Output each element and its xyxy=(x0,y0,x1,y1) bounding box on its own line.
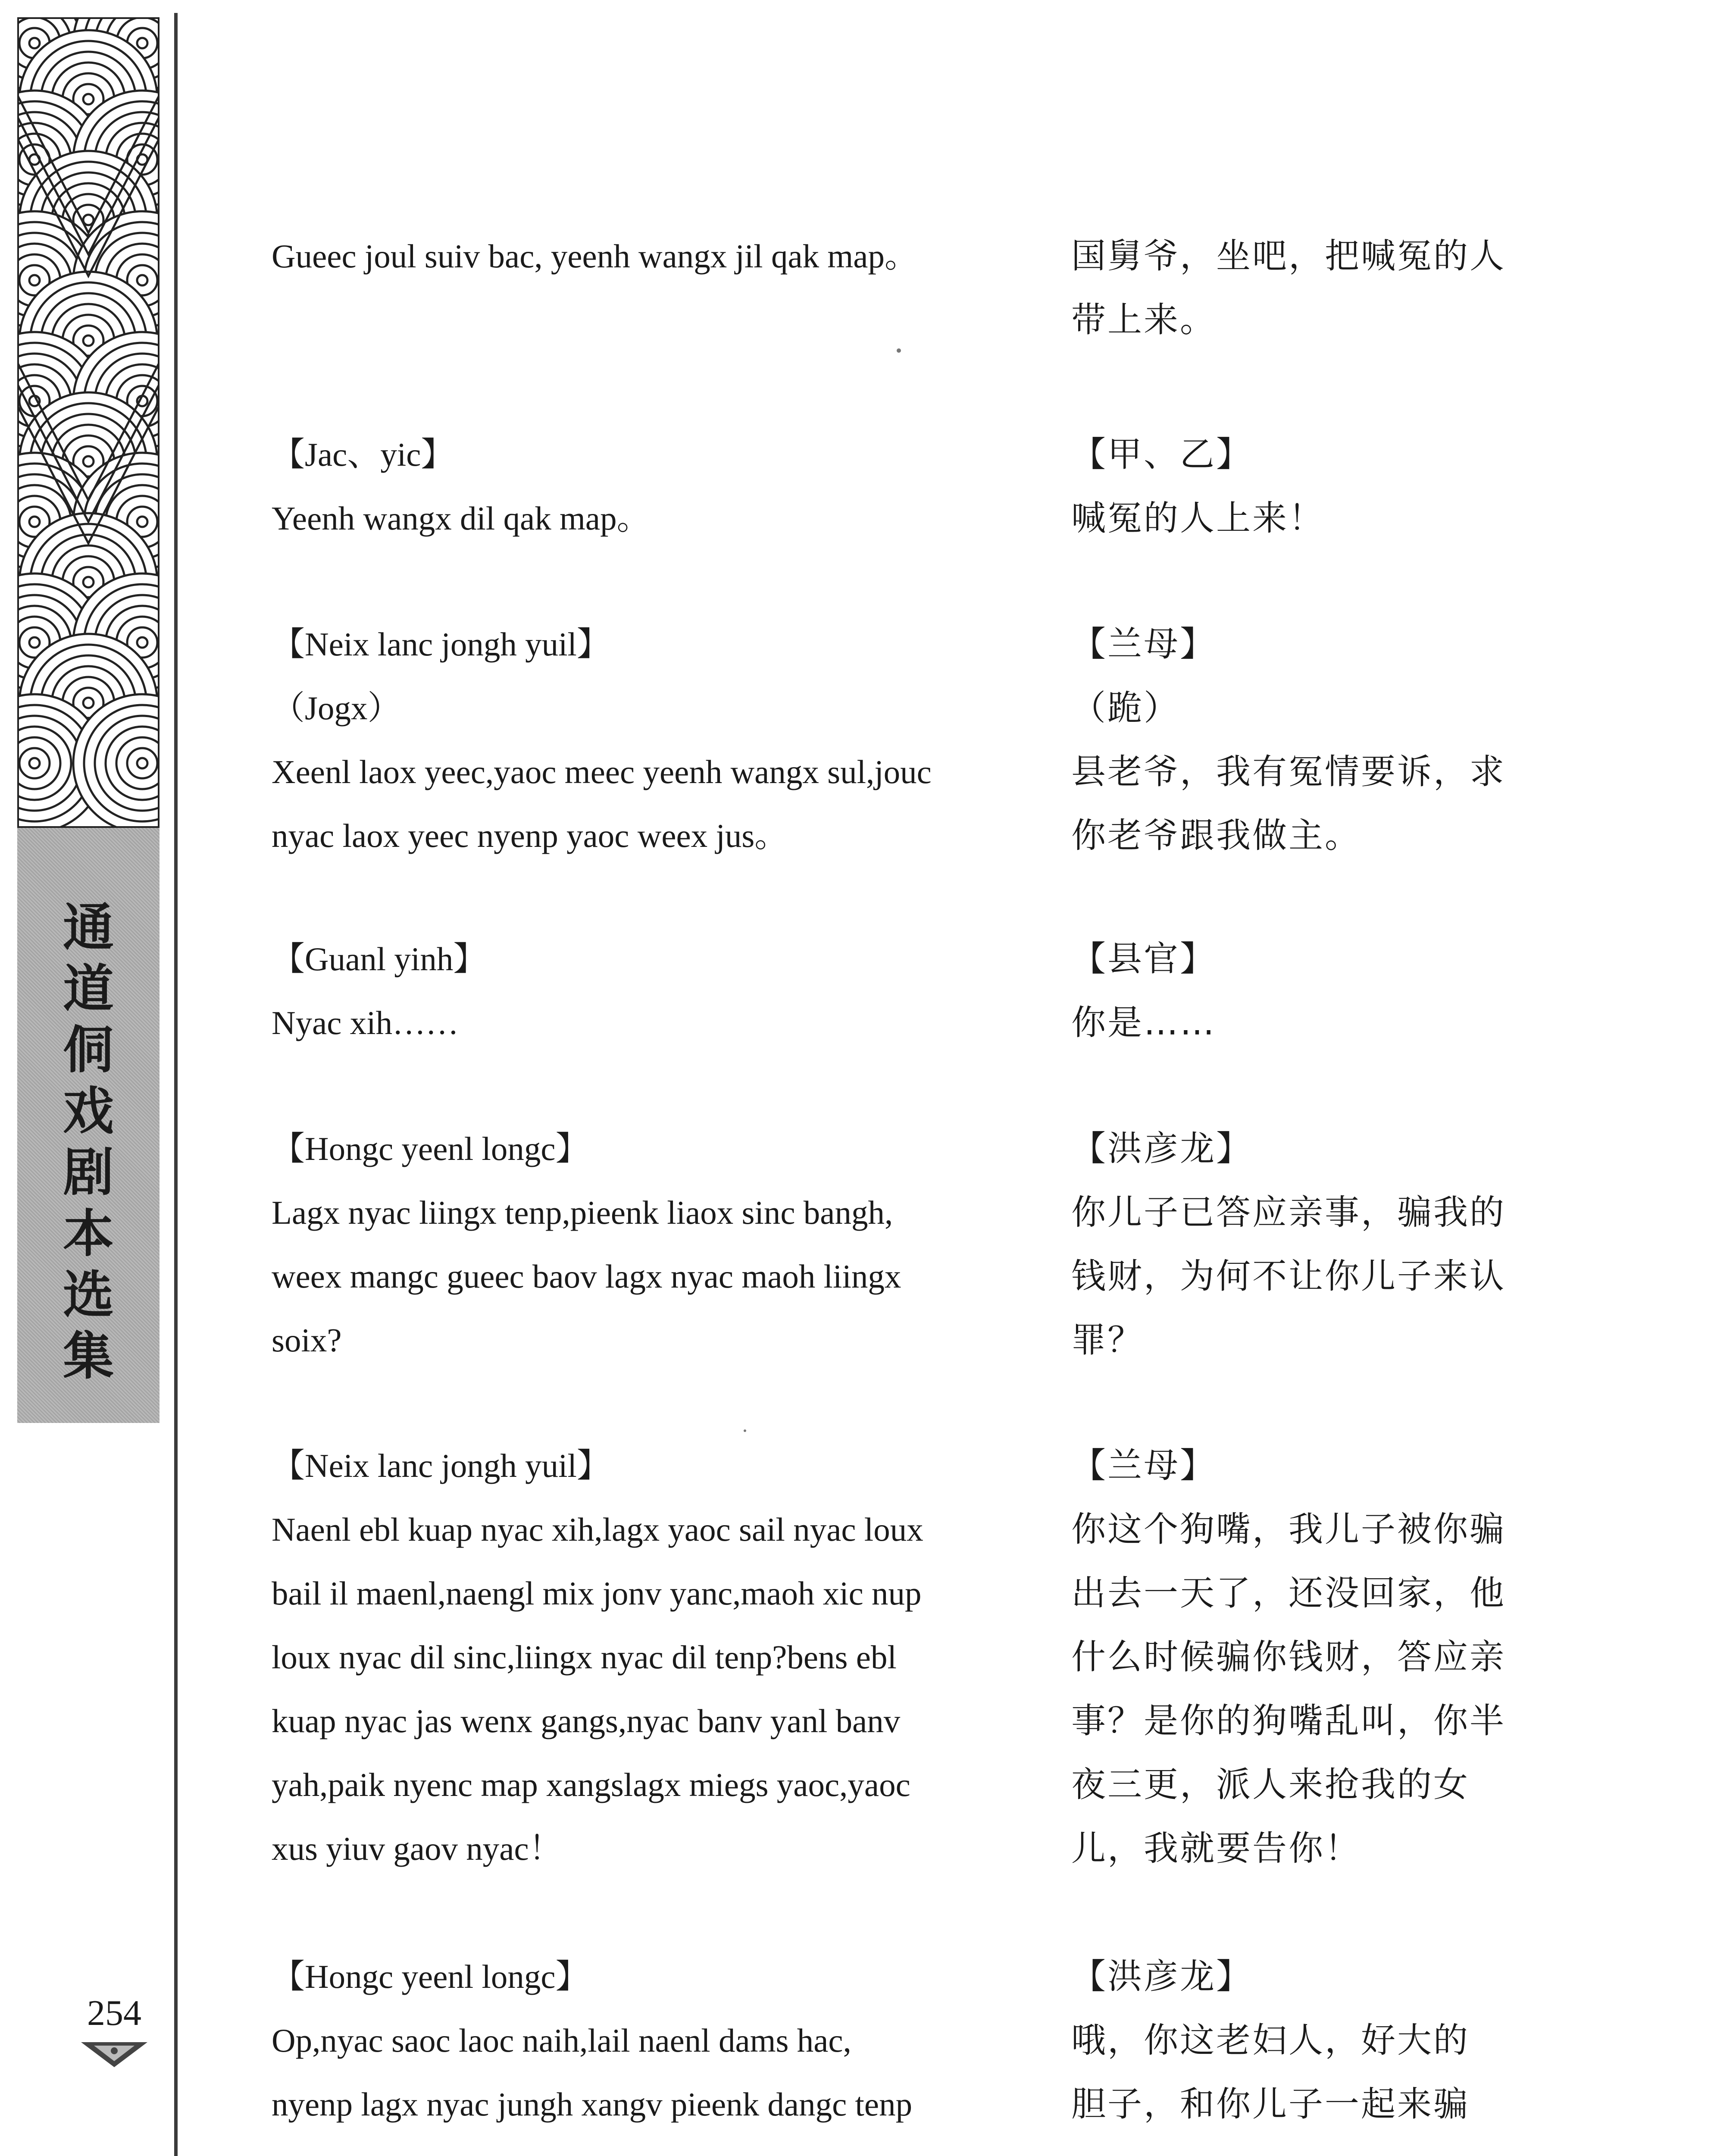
text-line: bail il maenl,naengl mix jonv yanc,maoh xic nup xyxy=(272,1575,922,1612)
text-line: 出去一天了，还没回家，他 xyxy=(1071,1573,1506,1613)
text-line: nyac laox yeec nyenp yaoc weex jus。 xyxy=(272,817,788,854)
text-line: nyenp lagx nyac jungh xangv pieenk dangc tenp xyxy=(272,2086,913,2123)
page-sidebar xyxy=(17,17,160,2156)
speaker-label: 【县官】 xyxy=(1071,939,1216,979)
speaker-label: 【洪彦龙】 xyxy=(1071,1956,1252,1996)
text-line: xus yiuv gaov nyac！ xyxy=(272,1830,562,1867)
text-line: 你儿子已答应亲事，骗我的 xyxy=(1071,1192,1506,1232)
text-line: Gueec joul suiv bac, yeenh wangx jil qak map。 xyxy=(272,238,918,275)
series-title: 通 道 侗 戏 剧 本 选 集 xyxy=(63,898,114,1386)
chinese-text xyxy=(1071,1945,1515,2136)
text-line: 罪？ xyxy=(1071,1320,1144,1360)
text-line: Xeenl laox yeec,yaoc meec yeenh wangx sul,jouc xyxy=(272,753,932,790)
speaker-label: 【兰母】 xyxy=(1071,1445,1216,1485)
chinese-text xyxy=(1071,224,1515,352)
chinese-text xyxy=(1071,423,1515,550)
text-line: soix? xyxy=(272,1322,342,1359)
chinese-text xyxy=(1071,1117,1515,1372)
text-line: Lagx nyac liingx tenp,pieenk liaox sinc bangh, xyxy=(272,1194,893,1231)
text-line: 喊冤的人上来！ xyxy=(1071,498,1325,538)
speaker-label: 【Jac、yic】 xyxy=(272,436,454,473)
text-line: yah,paik nyenc map xangslagx miegs yaoc,yaoc xyxy=(272,1766,910,1803)
text-line: 你是…… xyxy=(1071,1003,1216,1043)
text-line: 儿，我就要告你！ xyxy=(1071,1828,1361,1868)
text-line: 你老爷跟我做主。 xyxy=(1071,815,1361,856)
speaker-label: 【兰母】 xyxy=(1071,624,1216,664)
speaker-label: 【Hongc yeenl longc】 xyxy=(272,1958,589,1995)
text-line: 哦，你这老妇人，好大的 xyxy=(1071,2020,1470,2060)
stage-direction: （Jogx） xyxy=(272,689,401,727)
margin-rule xyxy=(174,13,178,2156)
text-line: 夜三更，派人来抢我的女 xyxy=(1071,1764,1470,1805)
dong-text xyxy=(272,612,1022,868)
series-title-box xyxy=(17,828,160,1423)
text-line: 胆子，和你儿子一起来骗 xyxy=(1071,2084,1470,2124)
text-line: weex mangc gueec baov lagx nyac maoh liingx xyxy=(272,1258,901,1295)
dong-text xyxy=(272,423,1022,550)
speaker-label: 【洪彦龙】 xyxy=(1071,1128,1252,1169)
chinese-text xyxy=(1071,1434,1515,1880)
page-number: 254 xyxy=(87,1993,141,2033)
speaker-label: 【甲、乙】 xyxy=(1071,434,1252,474)
decorative-cloud-pattern xyxy=(17,17,160,828)
text-line: 国舅爷，坐吧，把喊冤的人 xyxy=(1071,236,1506,276)
dong-text xyxy=(272,1117,1022,1372)
text-line: 什么时候骗你钱财，答应亲 xyxy=(1071,1637,1506,1677)
dong-text xyxy=(272,1434,1022,1880)
speaker-label: 【Neix lanc jongh yuil】 xyxy=(272,626,610,663)
text-line: loux nyac dil sinc,liingx nyac dil tenp?bens ebl xyxy=(272,1639,897,1676)
dong-text xyxy=(272,1945,1022,2136)
chinese-text xyxy=(1071,612,1515,868)
text-line: Naenl ebl kuap nyac xih,lagx yaoc sail nyac loux xyxy=(272,1511,923,1548)
speaker-label: 【Neix lanc jongh yuil】 xyxy=(272,1447,610,1484)
text-line: 县老爷，我有冤情要诉，求 xyxy=(1071,752,1506,792)
text-line: 你这个狗嘴，我儿子被你骗 xyxy=(1071,1509,1506,1549)
speaker-label: 【Hongc yeenl longc】 xyxy=(272,1130,589,1167)
page-number-ornament-icon xyxy=(81,2040,147,2070)
text-line: Op,nyac saoc laoc naih,lail naenl dams hac, xyxy=(272,2022,851,2059)
text-line: Nyac xih…… xyxy=(272,1004,459,1041)
scan-speck xyxy=(744,1429,746,1432)
text-line: 事？是你的狗嘴乱叫，你半 xyxy=(1071,1701,1506,1741)
scan-speck xyxy=(897,348,901,353)
stage-direction: （跪） xyxy=(1071,688,1180,728)
text-line: kuap nyac jas wenx gangs,nyac banv yanl banv xyxy=(272,1702,901,1739)
text-line: 带上来。 xyxy=(1071,300,1216,340)
dong-text xyxy=(272,927,1022,1055)
text-line: Yeenh wangx dil qak map。 xyxy=(272,500,650,537)
chinese-text xyxy=(1071,927,1515,1055)
dong-text xyxy=(272,224,1022,288)
text-line: 钱财，为何不让你儿子来认 xyxy=(1071,1256,1506,1296)
speaker-label: 【Guanl yinh】 xyxy=(272,940,487,978)
